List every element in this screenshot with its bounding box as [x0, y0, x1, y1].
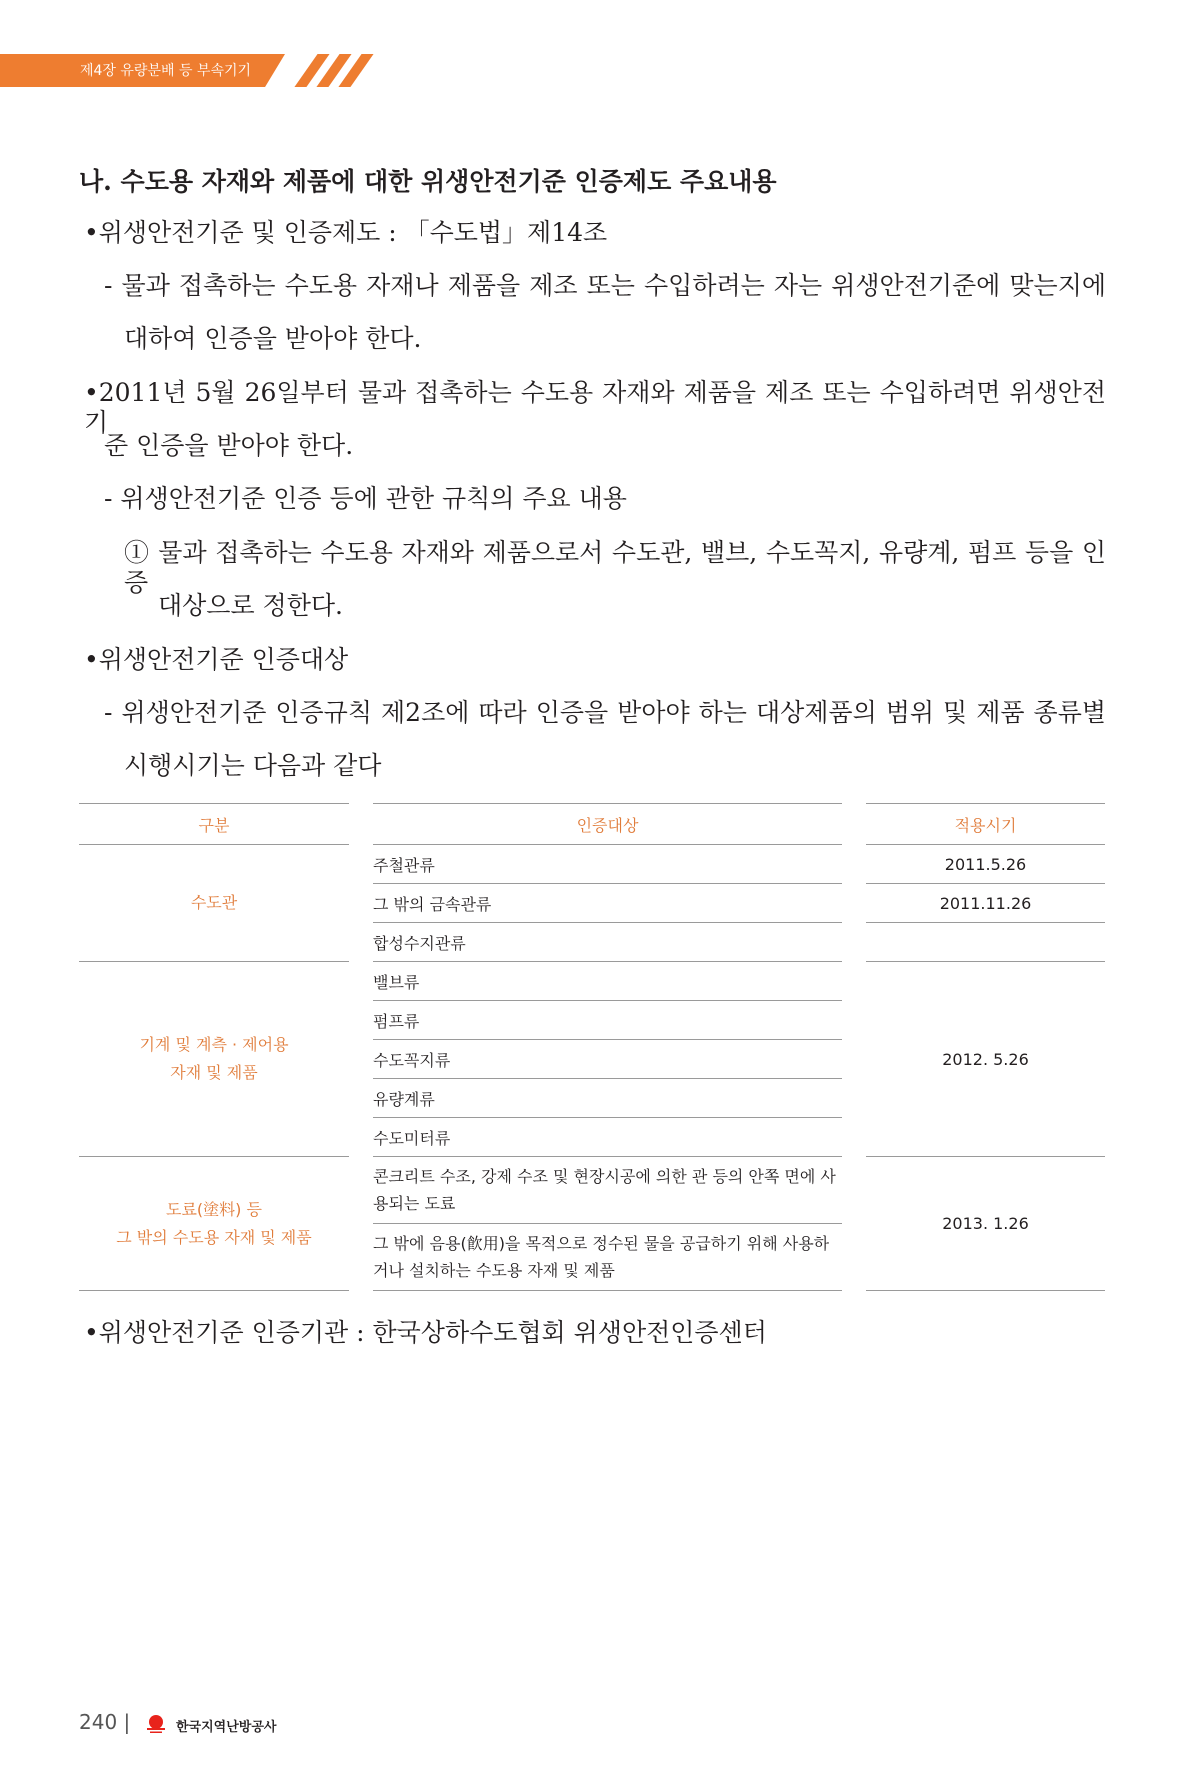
category-machinery: [79, 962, 349, 1157]
dash-3b: 시행시기는 다음과 같다: [124, 751, 382, 780]
item-other-metal-pipe: 그 밖의 금속관류: [373, 884, 842, 923]
bullet-1: •위생안전기준 및 인증제도 : 「수도법」제14조: [84, 218, 608, 247]
bullet-2a: •2011년 5월 26일부터 물과 접촉하는 수도용 자재와 제품을 제조 또는 수입하려면 위생안전기: [84, 378, 1106, 437]
table-row: [79, 845, 1105, 884]
item-pump: 펌프류: [373, 1001, 842, 1040]
date-2012-5-26: 2012. 5.26: [866, 962, 1105, 1157]
item-other-materials: 그 밖에 음용(飮用)을 목적으로 정수된 물을 공급하기 위해 사용하거나 설치하는 수도용 자재 및 제품: [373, 1224, 842, 1291]
bullet-2b: 준 인증을 받아야 한다.: [104, 431, 354, 460]
dash-1b: 대하여 인증을 받아야 한다.: [124, 324, 422, 353]
numbered-1b: 대상으로 정한다.: [158, 591, 343, 620]
header-stripes: [300, 54, 380, 87]
item-coating: 콘크리트 수조, 강제 수조 및 현장시공에 의한 관 등의 안쪽 면에 사용되는 도료: [373, 1157, 842, 1224]
category-paint-line1: 도료(塗料) 등: [166, 1199, 262, 1219]
item-water-meter: 수도미터류: [373, 1118, 842, 1157]
header-target: 인증대상: [373, 804, 842, 845]
dash-3a: - 위생안전기준 인증규칙 제2조에 따라 인증을 받아야 하는 대상제품의 범위 및 제품 종류별: [104, 698, 1106, 727]
category-paint: [79, 1157, 349, 1291]
page-number: 240 |: [79, 1710, 131, 1734]
date-empty: [866, 923, 1105, 962]
category-paint-line2: 그 밖의 수도용 자재 및 제품: [116, 1227, 312, 1247]
date-2013-1-26: 2013. 1.26: [866, 1157, 1105, 1291]
numbered-1a: ① 물과 접촉하는 수도용 자재와 제품으로서 수도관, 밸브, 수도꼭지, 유량계, 펌프 등을 인증: [124, 538, 1106, 597]
item-faucet: 수도꼭지류: [373, 1040, 842, 1079]
section-title: 나. 수도용 자재와 제품에 대한 위생안전기준 인증제도 주요내용: [79, 167, 777, 196]
kdhc-logo-icon: [145, 1713, 167, 1735]
chapter-header-text: 제4장 유량분배 등 부속기기: [80, 63, 252, 79]
header-category: 구분: [79, 804, 349, 845]
dash-2: - 위생안전기준 인증 등에 관한 규칙의 주요 내용: [104, 484, 627, 513]
date-2011-11-26: 2011.11.26: [866, 884, 1105, 923]
category-machinery-line2: 자재 및 제품: [170, 1063, 258, 1082]
table-row: [79, 962, 1105, 1001]
dash-1a: - 물과 접촉하는 수도용 자재나 제품을 제조 또는 수입하려는 자는 위생안전기준에 맞는지에: [104, 271, 1106, 300]
organization-name: 한국지역난방공사: [176, 1720, 277, 1735]
date-2011-5-26: 2011.5.26: [866, 845, 1105, 884]
category-water-pipe: 수도관: [79, 845, 349, 962]
category-machinery-line1: 기계 및 계측 · 제어용: [139, 1035, 289, 1054]
bullet-3: •위생안전기준 인증대상: [84, 645, 349, 674]
header-date: 적용시기: [866, 804, 1105, 845]
certification-table: [79, 803, 1105, 1291]
item-flow-meter: 유량계류: [373, 1079, 842, 1118]
table-header-row: [79, 804, 1105, 845]
bullet-4: •위생안전기준 인증기관 : 한국상하수도협회 위생안전인증센터: [84, 1318, 767, 1347]
item-cast-iron-pipe: 주철관류: [373, 845, 842, 884]
item-valve: 밸브류: [373, 962, 842, 1001]
item-synthetic-resin-pipe: 합성수지관류: [373, 923, 842, 962]
table-row: [79, 1157, 1105, 1224]
